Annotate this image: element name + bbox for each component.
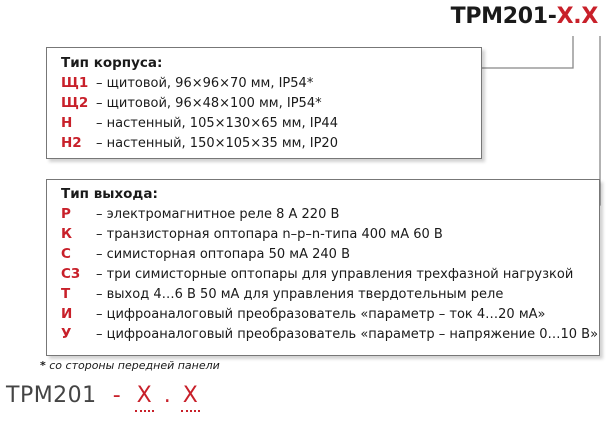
housing-type-box <box>46 47 482 159</box>
housing-slot: Х <box>135 383 154 412</box>
housing-placeholder: Х <box>556 4 574 29</box>
output-slot: Х <box>181 383 200 412</box>
housing-item: Н – настенный, 105×130×65 мм, IP44 <box>61 115 338 131</box>
output-item: Т – выход 4…6 В 50 мА для управления твердотельным реле <box>61 286 504 302</box>
output-type-title: Тип выхода: <box>61 186 158 202</box>
housing-item: Н2 – настенный, 150×105×35 мм, IP20 <box>61 135 338 151</box>
output-item: У – цифроаналоговый преобразователь «параметр – напряжение 0…10 В» <box>61 326 599 342</box>
model-title: ТРМ201-Х.Х <box>450 4 598 29</box>
output-type-box <box>46 179 600 356</box>
housing-type-title: Тип корпуса: <box>61 55 163 71</box>
output-item: С3 – три симисторные оптопары для управления трехфазной нагрузкой <box>61 266 574 282</box>
footnote: * со стороны передней панели <box>40 359 220 372</box>
model-code-pattern: ТРМ201 - Х . Х <box>6 383 200 412</box>
output-item: Р – электромагнитное реле 8 А 220 В <box>61 206 340 222</box>
housing-item: Щ1 – щитовой, 96×96×70 мм, IP54* <box>61 75 314 91</box>
output-item: К – транзисторная оптопара n–p–n-типа 400 мА 60 В <box>61 226 443 242</box>
output-item: И – цифроаналоговый преобразователь «параметр – ток 4…20 мА» <box>61 306 546 322</box>
output-placeholder: Х <box>581 4 598 29</box>
output-item: С – симисторная оптопара 50 мА 240 В <box>61 246 350 262</box>
housing-item: Щ2 – щитовой, 96×48×100 мм, IP54* <box>61 95 322 111</box>
